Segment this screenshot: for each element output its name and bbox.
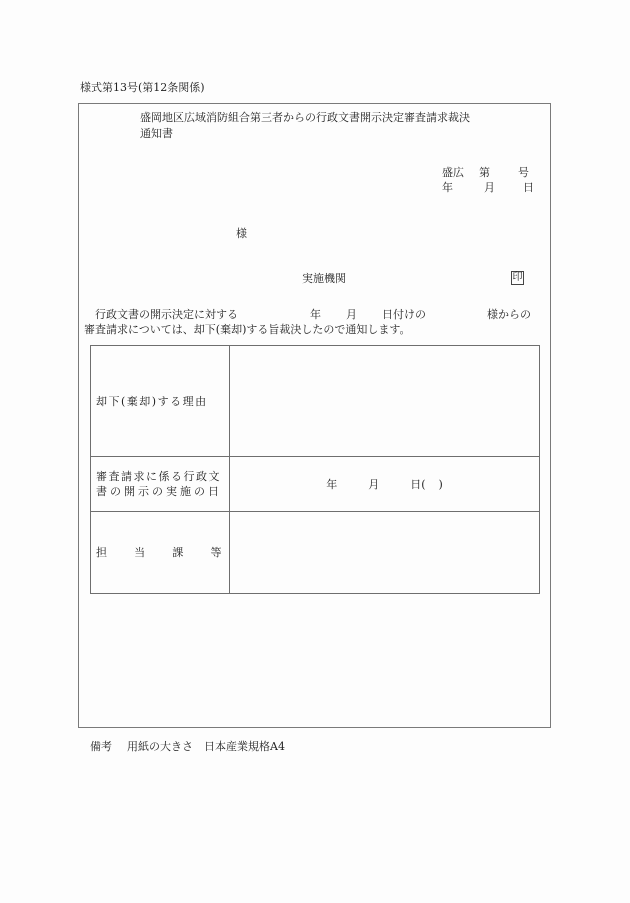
- table-row-department: [91, 512, 540, 594]
- document-title-line2: 通知書: [140, 127, 173, 140]
- seal-mark: 印: [512, 272, 523, 283]
- body-sama: 様からの: [487, 308, 531, 321]
- disclosure-month: 月: [368, 478, 380, 491]
- issue-date-year: 年: [442, 181, 453, 194]
- disclosure-date-label: 審査請求に係る行政文 書の開示の実施の日: [91, 457, 230, 512]
- doc-number-prefix: 盛広: [442, 166, 464, 179]
- body-line1-text: 行政文書の開示決定に対する: [95, 308, 238, 321]
- disclosure-year: 年: [326, 478, 338, 491]
- issue-date-day: 日: [523, 181, 534, 194]
- body-line1: [95, 307, 545, 322]
- addressee-suffix: 様: [236, 227, 247, 240]
- reason-label: 却下(棄却)する理由: [91, 346, 230, 457]
- note-label: 備考: [90, 740, 112, 753]
- body-line2: 審査請求については、却下(棄却)する旨裁決したので通知します。: [84, 323, 411, 336]
- reason-value[interactable]: [230, 346, 540, 457]
- form-number: 様式第13号(第12条関係): [80, 81, 205, 94]
- document-title-line1: 盛岡地区広域消防組合第三者からの行政文書開示決定審査請求裁決: [140, 111, 470, 124]
- table-row-disclosure-date: [91, 457, 540, 512]
- body-day: 日付けの: [382, 308, 426, 321]
- doc-number-go: 号: [518, 166, 529, 179]
- detail-table: [90, 345, 540, 594]
- note-text: 用紙の大きさ 日本産業規格A4: [127, 740, 285, 753]
- table-row-reason: [91, 346, 540, 457]
- department-value[interactable]: [230, 512, 540, 594]
- body-year: 年: [310, 308, 321, 321]
- doc-number-dai: 第: [479, 166, 490, 179]
- note: [90, 739, 285, 754]
- issue-date-month: 月: [484, 181, 495, 194]
- department-label: 担 当 課 等: [91, 512, 230, 594]
- disclosure-date-value[interactable]: [230, 457, 540, 512]
- document-number: [442, 165, 529, 180]
- body-month: 月: [346, 308, 357, 321]
- disclosure-day: 日(: [410, 478, 426, 491]
- disclosure-weekday-close: ): [438, 478, 443, 491]
- issuer-label: 実施機関: [302, 272, 346, 285]
- issue-date: [442, 180, 534, 195]
